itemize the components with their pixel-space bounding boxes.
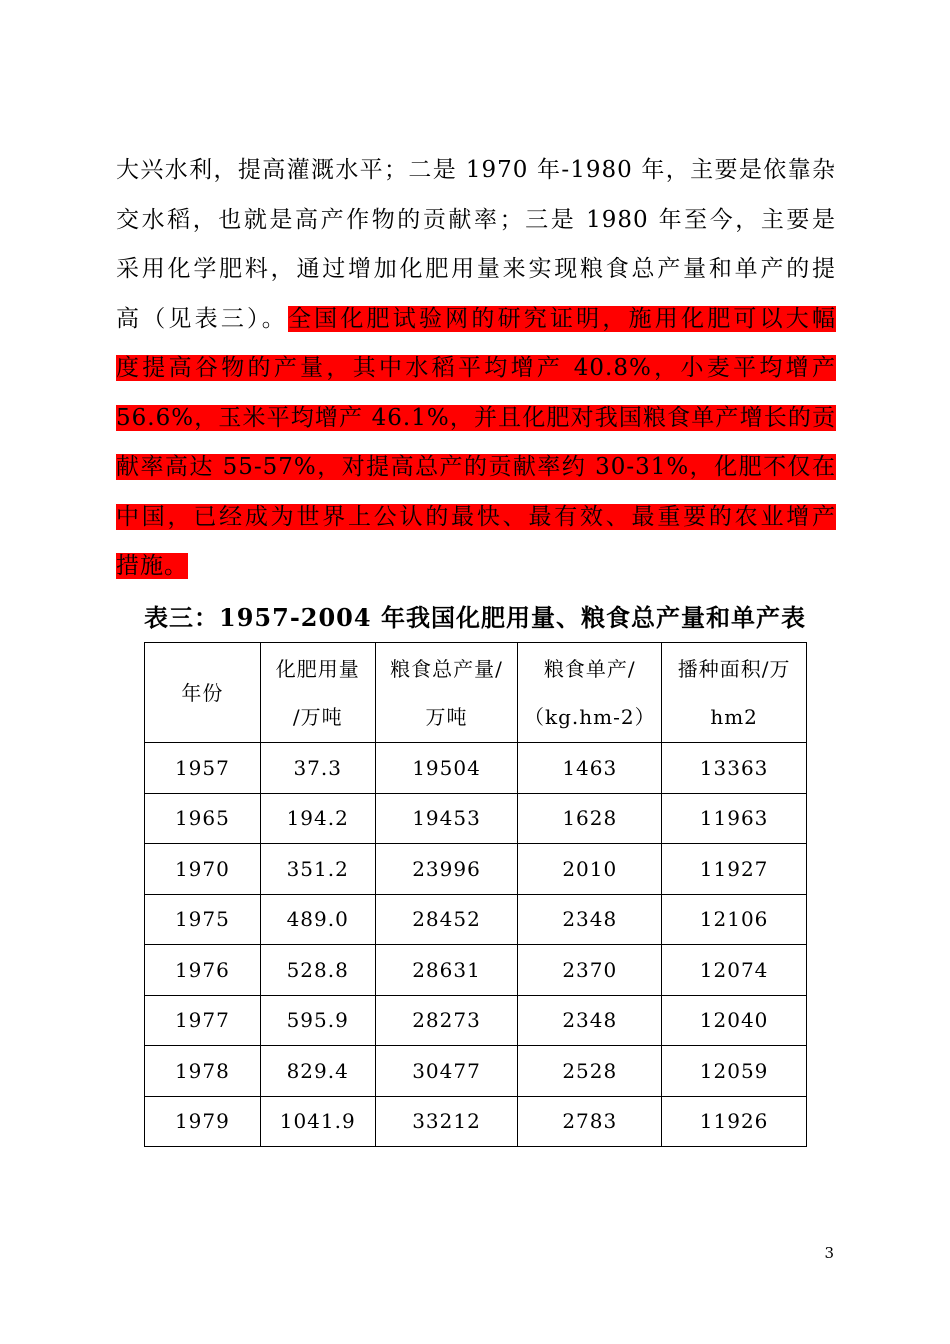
table-cell: 19453 (375, 793, 518, 844)
table-header-row (145, 643, 807, 743)
highlighted-text: 度提高谷物的产量，其中水稻平均增产 40.8%，小麦平均增产 (116, 355, 836, 381)
table-cell: 2783 (518, 1096, 662, 1147)
table-row (145, 945, 807, 996)
table-cell: 23996 (375, 844, 518, 895)
table-cell: 2010 (518, 844, 662, 895)
table-cell: 2348 (518, 894, 662, 945)
table-cell: 528.8 (260, 945, 375, 996)
highlighted-text: 措施。 (116, 553, 188, 579)
highlighted-text: 献率高达 55-57%，对提高总产的贡献率约 30-31%，化肥不仅在 (116, 454, 836, 480)
table-cell: 1975 (145, 894, 261, 945)
table-cell: 1957 (145, 743, 261, 794)
table-cell: 1976 (145, 945, 261, 996)
table-row (145, 1096, 807, 1147)
paragraph-line (116, 493, 836, 543)
paragraph-line (116, 443, 836, 493)
paragraph-line: 采用化学肥料，通过增加化肥用量来实现粮食总产量和单产的提 (116, 256, 836, 282)
page-number: 3 (824, 1244, 834, 1262)
table-cell: 489.0 (260, 894, 375, 945)
table-cell: 11926 (662, 1096, 807, 1147)
table-cell: 194.2 (260, 793, 375, 844)
table-cell: 30477 (375, 1046, 518, 1097)
table-cell: 2370 (518, 945, 662, 996)
table-cell: 12106 (662, 894, 807, 945)
table-row (145, 743, 807, 794)
paragraph-text: 高（见表三）。 (116, 305, 288, 332)
paragraph-line: 交水稻，也就是高产作物的贡献率；三是 1980 年至今，主要是 (116, 206, 836, 233)
highlighted-text: 56.6%，玉米平均增产 46.1%，并且化肥对我国粮食单产增长的贡 (116, 404, 836, 431)
header-sown-area: 播种面积/万 hm2 (662, 643, 807, 743)
table-cell: 1628 (518, 793, 662, 844)
table-cell: 13363 (662, 743, 807, 794)
paragraph-line (116, 295, 836, 345)
table-row (145, 995, 807, 1046)
table-row (145, 844, 807, 895)
table-row (145, 793, 807, 844)
paragraph-line (116, 344, 836, 394)
table-cell: 12040 (662, 995, 807, 1046)
table-cell: 351.2 (260, 844, 375, 895)
table-cell: 1977 (145, 995, 261, 1046)
table-cell: 1978 (145, 1046, 261, 1097)
paragraph-line (116, 394, 836, 444)
table-cell: 33212 (375, 1096, 518, 1147)
table-cell: 1463 (518, 743, 662, 794)
table-cell: 28273 (375, 995, 518, 1046)
header-grain-yield: 粮食单产/ （kg.hm-2） (518, 643, 662, 743)
table-body (145, 743, 807, 1147)
table-cell: 11963 (662, 793, 807, 844)
header-fertilizer-use: 化肥用量 /万吨 (260, 643, 375, 743)
highlighted-text: 全国化肥试验网的研究证明，施用化肥可以大幅 (287, 305, 837, 332)
table-cell: 12059 (662, 1046, 807, 1097)
body-paragraph (116, 146, 836, 592)
table-cell: 1970 (145, 844, 261, 895)
table-cell: 28631 (375, 945, 518, 996)
paragraph-line (116, 542, 836, 592)
table-cell: 595.9 (260, 995, 375, 1046)
table-cell: 37.3 (260, 743, 375, 794)
header-year: 年份 (145, 643, 261, 743)
highlighted-text: 中国，已经成为世界上公认的最快、最有效、最重要的农业增产 (116, 503, 836, 530)
table-cell: 19504 (375, 743, 518, 794)
table-cell: 12074 (662, 945, 807, 996)
table-cell: 11927 (662, 844, 807, 895)
table-cell: 1979 (145, 1096, 261, 1147)
table-cell: 1965 (145, 793, 261, 844)
fertilizer-grain-table (144, 642, 807, 1147)
table-caption: 表三：1957-2004 年我国化肥用量、粮食总产量和单产表 (144, 603, 806, 632)
paragraph-line: 大兴水利，提高灌溉水平；二是 1970 年-1980 年，主要是依靠杂 (116, 157, 836, 183)
table-cell: 1041.9 (260, 1096, 375, 1147)
table-cell: 829.4 (260, 1046, 375, 1097)
table-cell: 2528 (518, 1046, 662, 1097)
table-row (145, 894, 807, 945)
header-total-grain-output: 粮食总产量/ 万吨 (375, 643, 518, 743)
table-cell: 28452 (375, 894, 518, 945)
table-cell: 2348 (518, 995, 662, 1046)
table-row (145, 1046, 807, 1097)
